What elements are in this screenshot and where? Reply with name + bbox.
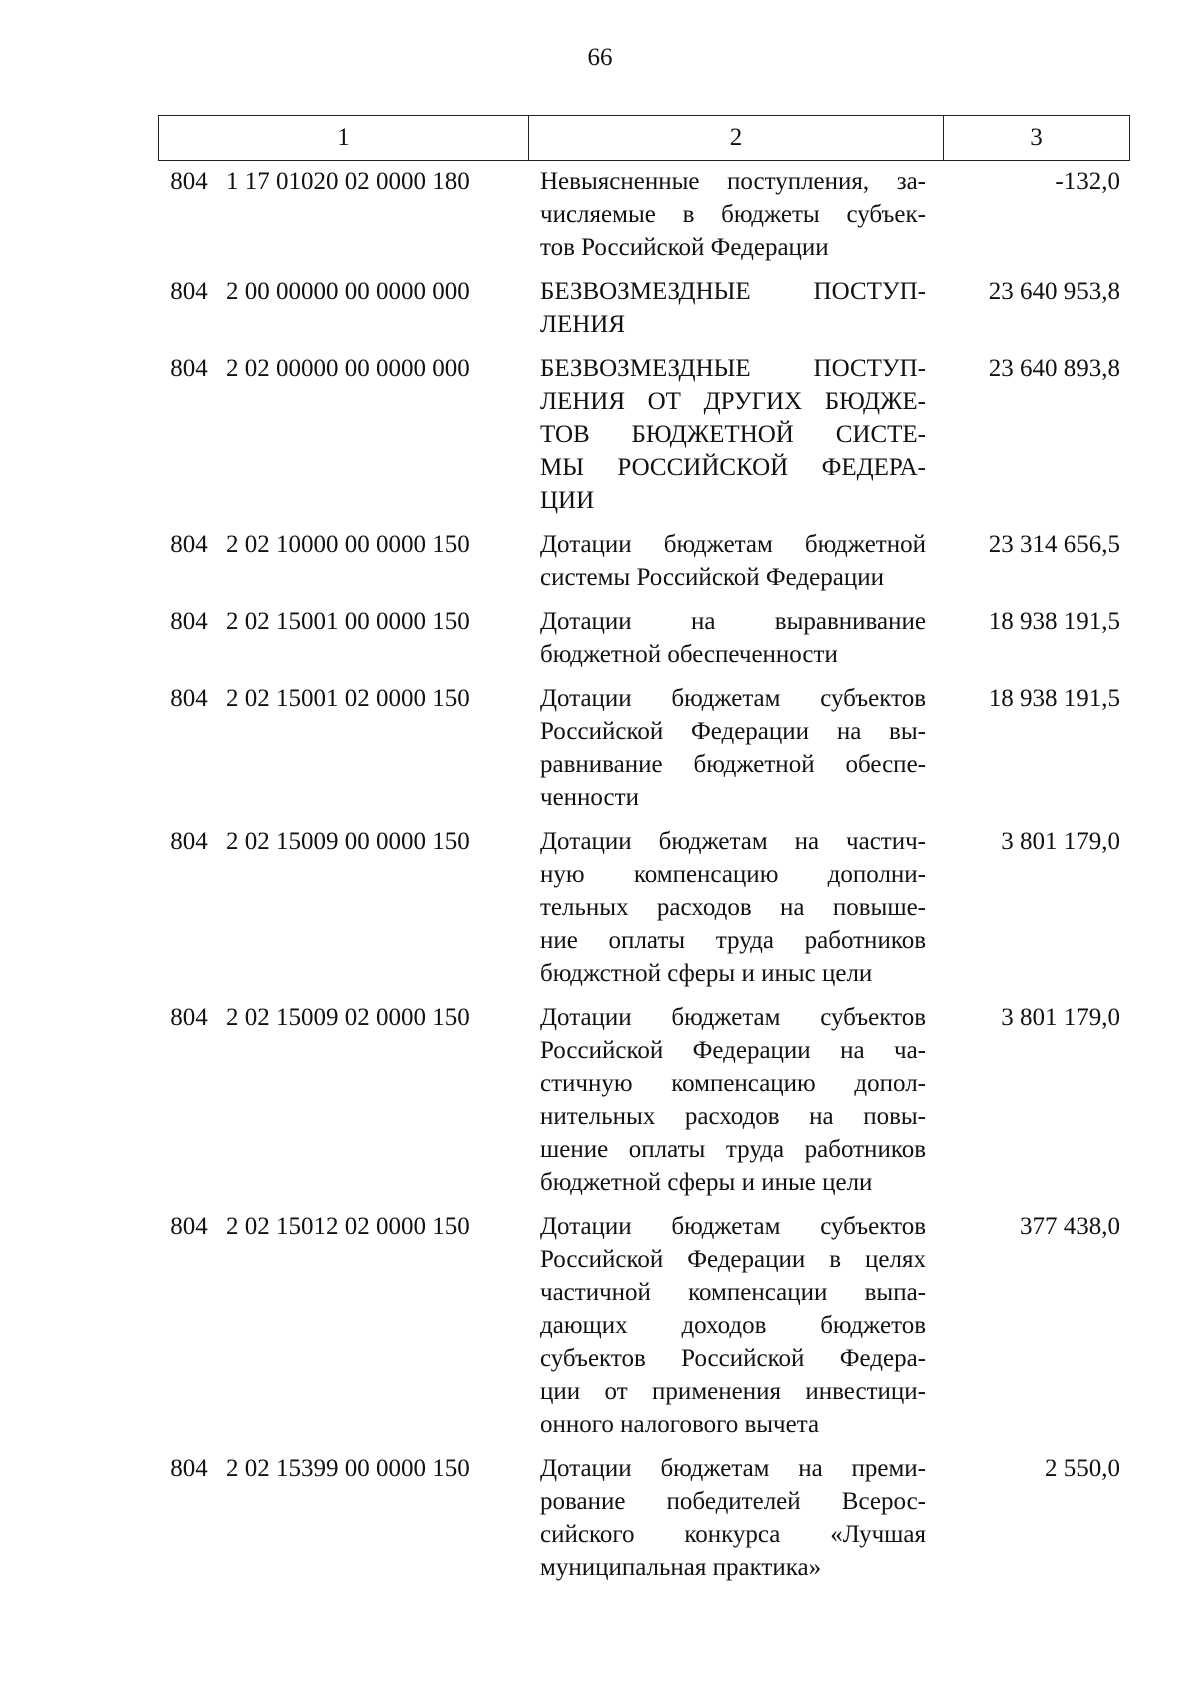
income-name-line: Дотации бюджетам субъектов	[540, 1213, 926, 1240]
income-code-cell: 2 02 15399 00 0000 150	[226, 1455, 470, 1482]
table-row	[158, 275, 1130, 341]
income-name-line: Дотации бюджетам на преми-	[540, 1455, 926, 1482]
table-row	[158, 352, 1130, 517]
income-name-line: Невыясненные поступления, за-	[540, 168, 926, 195]
table-row	[158, 1001, 1130, 1199]
income-name-line: субъектов Российской Федера-	[540, 1345, 926, 1372]
income-name-cell	[530, 1210, 926, 1441]
income-name-cell	[530, 165, 926, 264]
income-code-cell: 1 17 01020 02 0000 180	[226, 168, 470, 195]
income-name-line: числяемые в бюджеты субъек-	[540, 201, 926, 228]
income-code-cell: 2 02 10000 00 0000 150	[226, 531, 470, 558]
income-name-line: ЛЕНИЯ ОТ ДРУГИХ БЮДЖЕ-	[540, 388, 926, 415]
income-name-line: равнивание бюджетной обеспе-	[540, 751, 926, 778]
amount-cell: -132,0	[1055, 168, 1120, 195]
income-code-cell: 2 00 00000 00 0000 000	[226, 278, 470, 305]
admin-code-cell: 804	[170, 531, 208, 558]
amount-cell: 2 550,0	[1045, 1455, 1120, 1482]
income-name-line: бюджетной обеспеченности	[540, 641, 838, 668]
income-name-line: Дотации на выравнивание	[540, 608, 926, 635]
income-name-line: системы Российской Федерации	[540, 564, 884, 591]
income-name-cell	[530, 825, 926, 990]
income-name-cell	[530, 1001, 926, 1199]
income-name-line: нительных расходов на повы-	[540, 1103, 926, 1130]
income-name-cell	[530, 682, 926, 814]
income-name-line: шение оплаты труда работников	[540, 1136, 926, 1163]
admin-code-cell: 804	[170, 168, 208, 195]
income-name-line: ции от применения инвестици-	[540, 1378, 926, 1405]
income-name-line: тельных расходов на повыше-	[540, 894, 926, 921]
header-column-1: 1	[159, 116, 529, 160]
income-name-line: ТОВ БЮДЖЕТНОЙ СИСТЕ-	[540, 421, 926, 448]
income-code-cell: 2 02 15009 02 0000 150	[226, 1004, 470, 1031]
income-name-line: бюджетной сферы и иные цели	[540, 1169, 873, 1196]
income-name-line: Дотации бюджетам на частич-	[540, 828, 926, 855]
income-name-line: сийского конкурса «Лучшая	[540, 1521, 926, 1548]
amount-cell: 18 938 191,5	[988, 685, 1120, 712]
table-row	[158, 528, 1130, 594]
admin-code-cell: 804	[170, 1455, 208, 1482]
income-name-cell	[530, 528, 926, 594]
income-name-line: БЕЗВОЗМЕЗДНЫЕ ПОСТУП-	[540, 278, 926, 305]
income-name-cell	[530, 605, 926, 671]
income-name-line: муниципальная практика»	[540, 1554, 822, 1581]
table-body	[158, 165, 1130, 1595]
amount-cell: 3 801 179,0	[1001, 828, 1120, 855]
admin-code-cell: 804	[170, 1213, 208, 1240]
income-name-line: стичную компенсацию допол-	[540, 1070, 926, 1097]
income-name-line: частичной компенсации выпа-	[540, 1279, 926, 1306]
income-name-line: онного налогового вычета	[540, 1411, 820, 1438]
income-name-line: ние оплаты труда работников	[540, 927, 926, 954]
header-column-2: 2	[529, 116, 944, 160]
admin-code-cell: 804	[170, 1004, 208, 1031]
page-number: 66	[587, 44, 613, 71]
income-name-line: Российской Федерации на вы-	[540, 718, 926, 745]
income-name-line: рование победителей Всерос-	[540, 1488, 926, 1515]
header-column-3: 3	[1030, 124, 1043, 151]
table-header	[158, 115, 1130, 161]
amount-cell: 23 314 656,5	[988, 531, 1120, 558]
income-name-line: Дотации бюджетам бюджетной	[540, 531, 926, 558]
table-row	[158, 1210, 1130, 1441]
table-row	[158, 605, 1130, 671]
admin-code-cell: 804	[170, 685, 208, 712]
admin-code-cell: 804	[170, 355, 208, 382]
income-code-cell: 2 02 15001 00 0000 150	[226, 608, 470, 635]
income-name-line: МЫ РОССИЙСКОЙ ФЕДЕРА-	[540, 454, 926, 481]
amount-cell: 23 640 893,8	[988, 355, 1120, 382]
income-name-cell	[530, 352, 926, 517]
income-name-line: ченности	[540, 784, 639, 811]
income-name-line: Российской Федерации на ча-	[540, 1037, 926, 1064]
admin-code-cell: 804	[170, 828, 208, 855]
admin-code-cell: 804	[170, 278, 208, 305]
amount-cell: 18 938 191,5	[988, 608, 1120, 635]
income-code-cell: 2 02 15009 00 0000 150	[226, 828, 470, 855]
income-name-line: Дотации бюджетам субъектов	[540, 685, 926, 712]
income-code-cell: 2 02 15001 02 0000 150	[226, 685, 470, 712]
income-code-cell: 2 02 15012 02 0000 150	[226, 1213, 470, 1240]
income-name-cell	[530, 275, 926, 341]
income-name-line: Дотации бюджетам субъектов	[540, 1004, 926, 1031]
income-name-line: БЕЗВОЗМЕЗДНЫЕ ПОСТУП-	[540, 355, 926, 382]
amount-cell: 377 438,0	[1020, 1213, 1120, 1240]
income-name-line: ЛЕНИЯ	[540, 311, 626, 338]
income-name-line: ную компенсацию дополни-	[540, 861, 926, 888]
income-name-line: дающих доходов бюджетов	[540, 1312, 926, 1339]
amount-cell: 3 801 179,0	[1001, 1004, 1120, 1031]
table-row	[158, 165, 1130, 264]
table-row	[158, 825, 1130, 990]
income-code-cell: 2 02 00000 00 0000 000	[226, 355, 470, 382]
income-name-cell	[530, 1452, 926, 1584]
income-name-line: тов Российской Федерации	[540, 234, 829, 261]
table-row	[158, 1452, 1130, 1584]
amount-cell: 23 640 953,8	[988, 278, 1120, 305]
income-name-line: Российской Федерации в целях	[540, 1246, 926, 1273]
admin-code-cell: 804	[170, 608, 208, 635]
table-row	[158, 682, 1130, 814]
income-name-line: бюджстной сферы и иныс цели	[540, 960, 873, 987]
income-name-line: ЦИИ	[540, 487, 595, 514]
